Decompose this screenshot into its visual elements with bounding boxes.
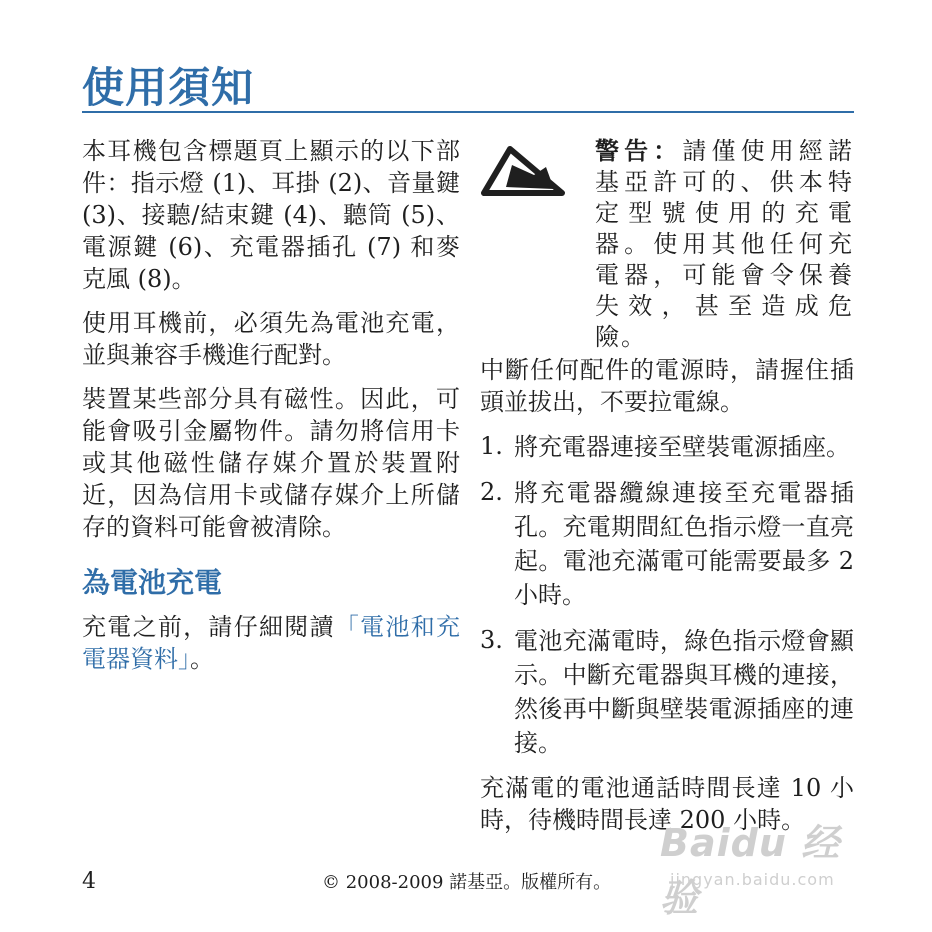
section-heading-charging: 為電池充電 xyxy=(82,566,223,599)
charging-steps-list xyxy=(480,430,854,760)
magnet-paragraph: 裝置某些部分具有磁性。因此，可能會吸引金屬物件。請勿將信用卡或其他磁性儲存媒介置於裝置附近，因為信用卡或儲存媒介上所儲存的資料可能會被清除。 xyxy=(82,385,460,541)
warning-box xyxy=(480,135,854,351)
step-text: 將充電器連接至壁裝電源插座。 xyxy=(514,433,850,461)
charging-note-text: 充電之前，請仔細閱讀 xyxy=(82,613,335,641)
step-item xyxy=(480,430,854,464)
warning-body: 請僅使用經諾基亞許可的、供本特定型號使用的充電器。使用其他任何充電器，可能會令保養失效，甚至造成危險。 xyxy=(595,137,854,351)
step-number: 2. xyxy=(480,478,503,506)
charging-note-suffix: 。 xyxy=(190,645,214,673)
copyright-footer: © 2008-2009 諾基亞。版權所有。 xyxy=(322,872,612,893)
warning-triangle-icon xyxy=(480,145,566,201)
page-number: 4 xyxy=(82,869,96,894)
intro-paragraph: 本耳機包含標題頁上顯示的以下部件：指示燈 (1)、耳掛 (2)、音量鍵 (3)、接聽/結束鍵 (4)、聽筒 (5)、電源鍵 (6)、充電器插孔 (7) 和麥克風 (8)。 xyxy=(82,137,460,293)
step-number: 1. xyxy=(480,432,503,460)
talk-time-paragraph: 充滿電的電池通話時間長達 10 小時，待機時間長達 200 小時。 xyxy=(480,774,854,834)
disconnect-paragraph: 中斷任何配件的電源時，請握住插頭並拔出，不要拉電線。 xyxy=(480,356,854,416)
left-column xyxy=(82,135,460,687)
warning-label: 警告： xyxy=(595,136,683,165)
page-title: 使用須知 xyxy=(82,63,255,112)
right-column xyxy=(480,135,854,848)
step-text: 電池充滿電時，綠色指示燈會顯示。中斷充電器與耳機的連接，然後再中斷與壁裝電源插座的連接。 xyxy=(514,627,854,757)
battery-info-link[interactable]: 「電池和充電器資料」 xyxy=(82,613,461,673)
watermark-url: jingyan.baidu.com xyxy=(670,870,835,889)
pairing-paragraph: 使用耳機前，必須先為電池充電，並與兼容手機進行配對。 xyxy=(82,309,460,369)
charging-note-paragraph xyxy=(82,611,460,675)
watermark-logo-text: Baidu 经验 xyxy=(660,821,841,920)
step-text: 將充電器纜線連接至充電器插孔。充電期間紅色指示燈一直亮起。電池充滿電可能需要最多 2 小時。 xyxy=(514,479,854,609)
title-divider xyxy=(82,111,854,113)
step-item xyxy=(480,624,854,760)
baidu-watermark xyxy=(660,812,870,920)
step-number: 3. xyxy=(480,626,503,654)
step-item xyxy=(480,476,854,612)
warning-text xyxy=(595,135,854,353)
